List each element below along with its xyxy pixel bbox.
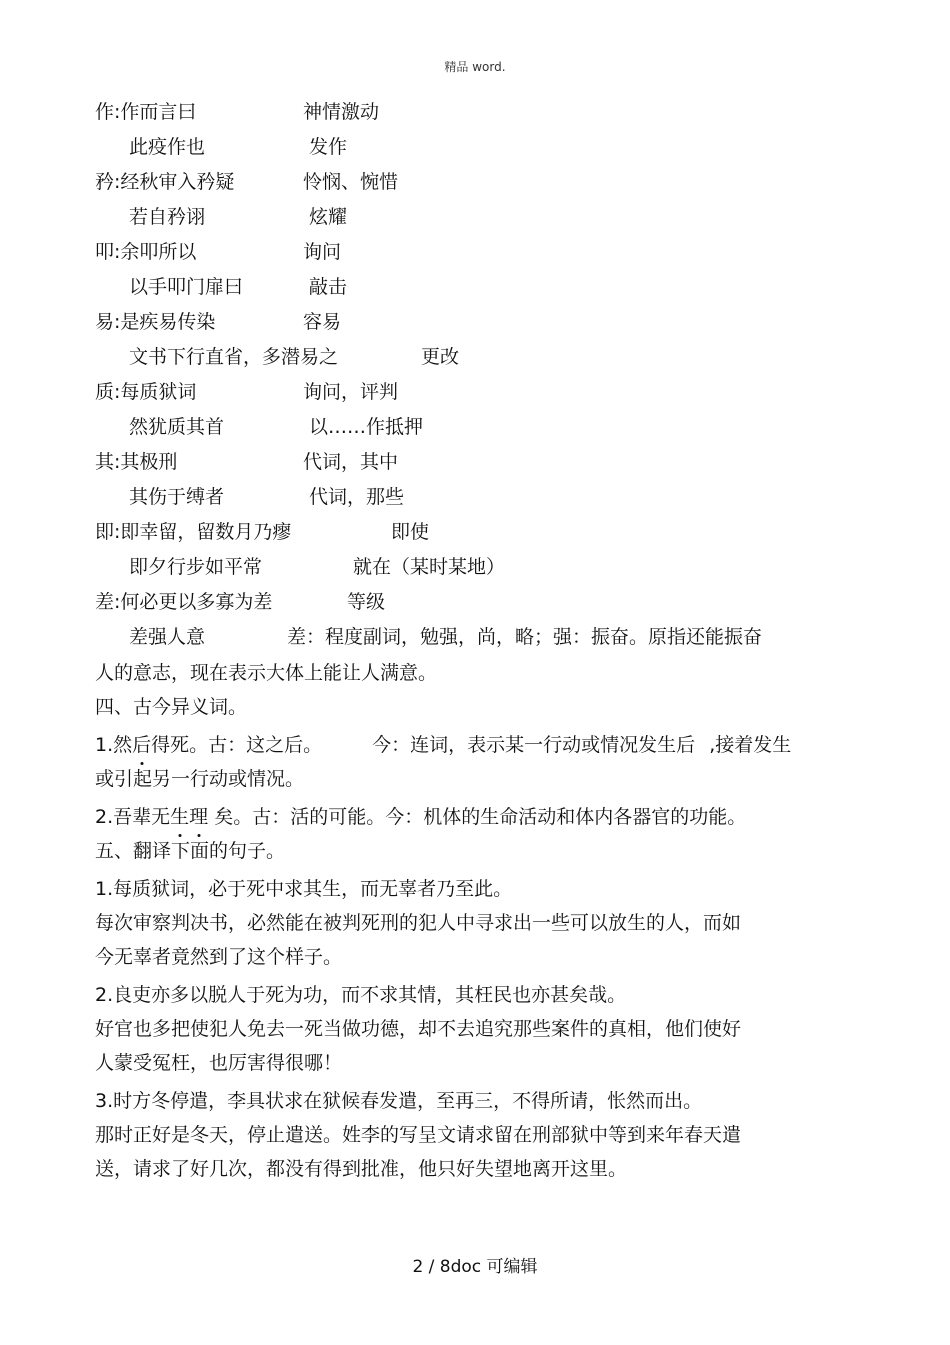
section-title: 五、翻译下面的句子。 [95, 840, 286, 862]
translation-source: 1.每质狱词，必于死中求其生，而无辜者乃至此。 [95, 878, 513, 900]
vocab-example: 差强人意 [129, 626, 206, 648]
vocab-meaning: 询问 [303, 241, 342, 263]
vocab-meaning: 更改 [421, 346, 460, 368]
archaic-item-1: 1.然后得死。古：这之后。 今：连词，表示某一行动或情况发生后 ,接着发生 [95, 728, 865, 762]
translation-text: 送，请求了好几次，都没有得到批准，他只好失望地离开这里。 [95, 1158, 628, 1180]
vocab-row [95, 166, 865, 198]
vocab-head: 叩:余叩所以 [95, 241, 197, 263]
translation-source: 2.良吏亦多以脱人于死为功，而不求其情，其枉民也亦甚矣哉。 [95, 984, 627, 1006]
vocab-row [95, 268, 865, 306]
vocab-meaning: 代词，那些 [309, 486, 405, 508]
vocab-row [95, 478, 865, 516]
vocab-meaning: 炫耀 [309, 206, 348, 228]
vocab-row [95, 376, 865, 408]
vocab-row [95, 408, 865, 446]
translation-source: 3.时方冬停遣，李具状求在狱候春发遣，至再三，不得所请，怅然而出。 [95, 1090, 703, 1112]
vocab-example: 以手叩门扉曰 [129, 276, 244, 298]
vocab-example: 即夕行步如平常 [129, 556, 263, 578]
translation-text: 那时正好是冬天，停止遣送。姓李的写呈文请求留在刑部狱中等到来年春天遣 [95, 1124, 742, 1146]
vocab-row [95, 338, 865, 376]
vocab-meaning: 怜悯、惋惜 [303, 171, 399, 193]
page-footer: 2 / 8doc 可编辑 [412, 1257, 538, 1277]
vocab-row [95, 446, 865, 478]
vocab-example: 其伤于缚者 [129, 486, 225, 508]
vocab-meaning: 就在（某时某地） [353, 556, 506, 578]
vocab-row [95, 198, 865, 236]
vocab-row [95, 618, 865, 656]
vocab-example: 文书下行直省，多潜易之 [129, 346, 339, 368]
vocab-example: 若自矜诩 [129, 206, 206, 228]
emphasis-char: 生 [170, 800, 189, 834]
translation-text: 每次审察判决书，必然能在被判死刑的犯人中寻求出一些可以放生的人，而如 [95, 912, 742, 934]
emphasis-char: 理 [189, 800, 208, 834]
vocab-meaning: 等级 [347, 591, 386, 613]
vocab-head: 即:即幸留，留数月乃瘳 [95, 521, 292, 543]
vocab-meaning: 差：程度副词，勉强，尚，略；强：振奋。原指还能振奋 [287, 626, 763, 648]
section-title: 四、古今异义词。 [95, 696, 248, 718]
vocab-row [95, 236, 865, 268]
vocab-meaning: 即使 [391, 521, 430, 543]
vocab-meaning: 以……作抵押 [309, 416, 424, 438]
document-body [95, 96, 865, 1186]
emphasis-char: 后 [132, 728, 151, 762]
vocab-row [95, 128, 865, 166]
vocab-meaning: 代词，其中 [303, 451, 399, 473]
vocab-meaning: 神情激动 [303, 101, 380, 123]
vocab-row [95, 548, 865, 586]
vocab-row [95, 96, 865, 128]
translation-text: 好官也多把使犯人免去一死当做功德，却不去追究那些案件的真相，他们使好 [95, 1018, 742, 1040]
vocab-meaning: 容易 [303, 311, 342, 333]
vocab-example: 此疫作也 [129, 136, 206, 158]
vocab-head: 矜:经秋审入矜疑 [95, 171, 235, 193]
vocab-head: 其:其极刑 [95, 451, 178, 473]
vocab-head: 差:何必更以多寡为差 [95, 591, 273, 613]
vocab-head: 易:是疾易传染 [95, 311, 216, 333]
vocab-meaning-continued: 人的意志，现在表示大体上能让人满意。 [95, 662, 438, 684]
vocab-row [95, 306, 865, 338]
vocab-example: 然犹质其首 [129, 416, 225, 438]
page-header: 精品 word. [444, 60, 506, 74]
translation-text: 人蒙受冤枉，也厉害得很哪！ [95, 1052, 343, 1074]
archaic-item-1-continued: 或引起另一行动或情况。 [95, 768, 305, 790]
vocab-head: 作:作而言曰 [95, 101, 197, 123]
vocab-meaning: 敲击 [309, 276, 348, 298]
vocab-meaning: 询问，评判 [303, 381, 399, 403]
vocab-row [95, 516, 865, 548]
translation-text: 今无辜者竟然到了这个样子。 [95, 946, 343, 968]
vocab-head: 质:每质狱词 [95, 381, 197, 403]
vocab-row [95, 586, 865, 618]
archaic-item-2: 2.吾辈无生理 矣。古：活的可能。今：机体的生命活动和体内各器官的功能。 [95, 800, 865, 834]
vocab-meaning: 发作 [309, 136, 348, 158]
